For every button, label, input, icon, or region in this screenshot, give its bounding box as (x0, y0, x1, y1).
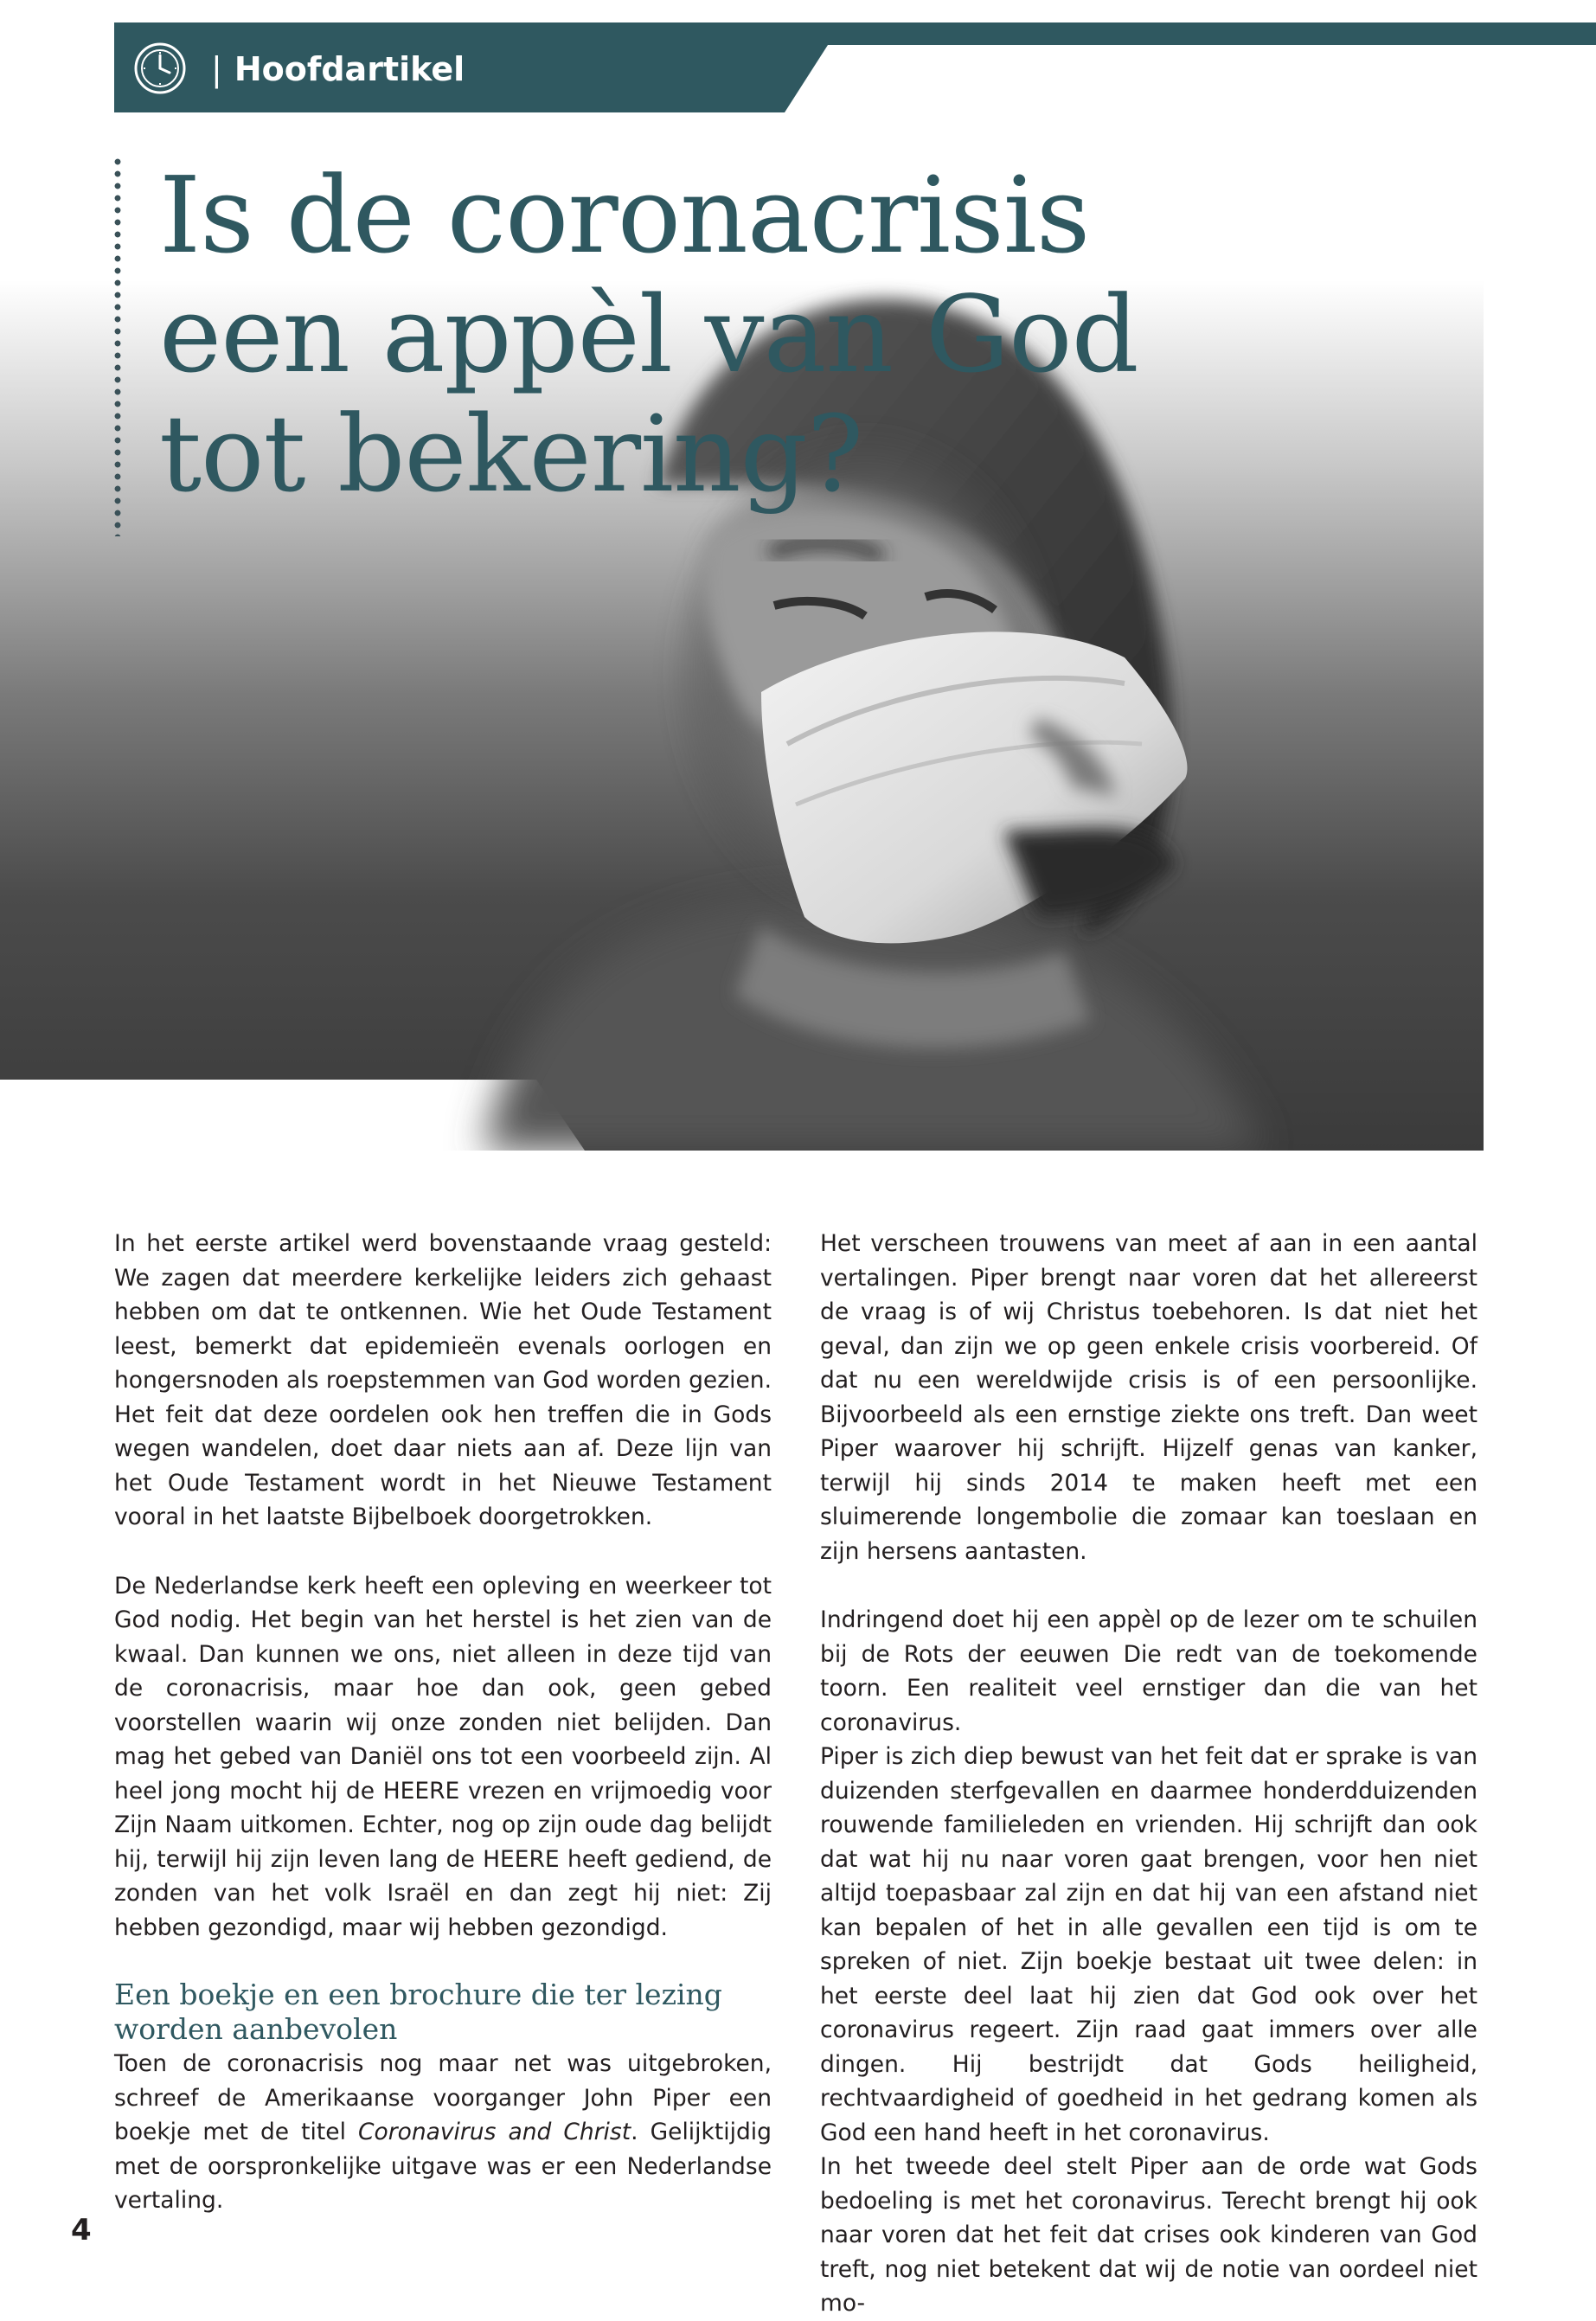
right-paragraph-1: Het verscheen trouwens van meet af aan in een aantal vertalingen. Piper brengt naar voren dat het allereerst de vraag is of wij Christus toebehoren. Is dat niet het geval, dan zijn we op geen enkele crisis voorbereid. Of dat nu een wereldwijde crisis is of een persoonlijke. Bijvoorbeeld als een ernstige ziekte ons treft. Dan weet Piper waarover hij schrijft. Hijzelf genas van kanker, terwijl hij sinds 2014 te maken heeft met een sluimerende longembolie die zomaar kan toeslaan en zijn hersens aantasten. (820, 1230, 1477, 1565)
book-title: Coronavirus and Christ (358, 2119, 631, 2145)
left-paragraph-2: De Nederlandse kerk heeft een opleving en weerkeer tot God nodig. Het begin van het herstel is het zien van de kwaal. Dan kunnen we ons, niet alleen in deze tijd van de coronacrisis, maar hoe dan ook, geen gebed voorstellen waarin wij onze zonden niet belijden. Dan mag het gebed van Daniël ons tot een voorbeeld zijn. Al heel jong mocht hij de HEERE vrezen en vrijmoedig voor Zijn Naam uitkomen. Echter, nog op zijn oude dag belijdt hij, terwijl hij zijn leven lang de HEERE heeft gediend, de zonden van het volk Israël en dan zegt hij niet: Zij hebben gezondigd, maar wij hebben gezondigd. (114, 1572, 772, 1941)
left-paragraph-3 (114, 2047, 772, 2218)
subheading: Een boekje en een brochure die ter lezing worden aanbevolen (114, 1978, 722, 2046)
right-column (820, 1227, 1477, 2321)
left-paragraph-1: In het eerste artikel werd bovenstaande vraag gesteld: We zagen dat meerdere kerkelijke leiders zich gehaast hebben om dat te ontkennen. Wie het Oude Testament leest, bemerkt dat epidemieën evenals oorlogen en hongersnoden als roepstemmen van God worden gezien. Het feit dat deze oordelen ook hen treffen die in Gods wegen wandelen, doet daar niets aan af. Deze lijn van het Oude Testament wordt in het Nieuwe Testament vooral in het laatste Bijbelboek doorgetrokken. (114, 1230, 772, 1530)
headline-line-3: tot bekering? (159, 393, 863, 516)
right-paragraph-2: Indringend doet hij een appèl op de lezer om te schuilen bij de Rots der eeuwen Die redt van de toekomende toorn. Een realiteit veel ernstiger dan die van het coronavirus. (820, 1606, 1477, 1736)
clock-icon (133, 42, 187, 95)
left-paragraph-3-start: Toen de coronacrisis nog maar net was uitgebroken, schreef de Amerikaanse voorganger John Piper een boekje met de titel (114, 2050, 772, 2145)
section-divider: | (211, 50, 222, 88)
dotted-rule (114, 156, 121, 536)
right-paragraph-3: Piper is zich diep bewust van het feit dat er sprake is van duizenden sterfgevallen en daarmee honderdduizenden rouwende familieleden en vrienden. Hij schrijft dan ook dat wat hij nu naar voren gaat brengen, voor hen niet altijd toepasbaar zal zijn en dat hij van een afstand niet kan bepalen of het in alle gevallen een tijd is om te spreken of niet. Zijn boekje bestaat uit twee delen: in het eerste deel laat hij zien dat God ook over het coronavirus regeert. Zijn raad gaat immers over alle dingen. Hij bestrijdt dat Gods heiligheid, rechtvaardigheid of goedheid in het gedrang komen als God een hand heeft in het coronavirus. (820, 1743, 1477, 2146)
left-paragraph-3-end: . Gelijktijdig met de oorspronkelijke uitgave was er een Nederlandse vertaling. (114, 2119, 772, 2214)
right-paragraph-4: In het tweede deel stelt Piper aan de orde wat Gods bedoeling is met het coronavirus. Terecht brengt hij ook naar voren dat het feit dat crises ook kinderen van God treft, nog niet betekent dat wij de notie van oordeel niet mo- (820, 2153, 1477, 2317)
section-label-text: Hoofdartikel (234, 50, 465, 88)
left-column (114, 1227, 772, 2218)
page-number: 4 (71, 2213, 92, 2247)
headline-line-1: Is de coronacrisis (159, 154, 1090, 277)
headline-line-2: een appèl van God (159, 273, 1138, 396)
section-label (211, 45, 465, 93)
article-headline (159, 156, 1370, 514)
section-header-bar (114, 22, 1596, 112)
